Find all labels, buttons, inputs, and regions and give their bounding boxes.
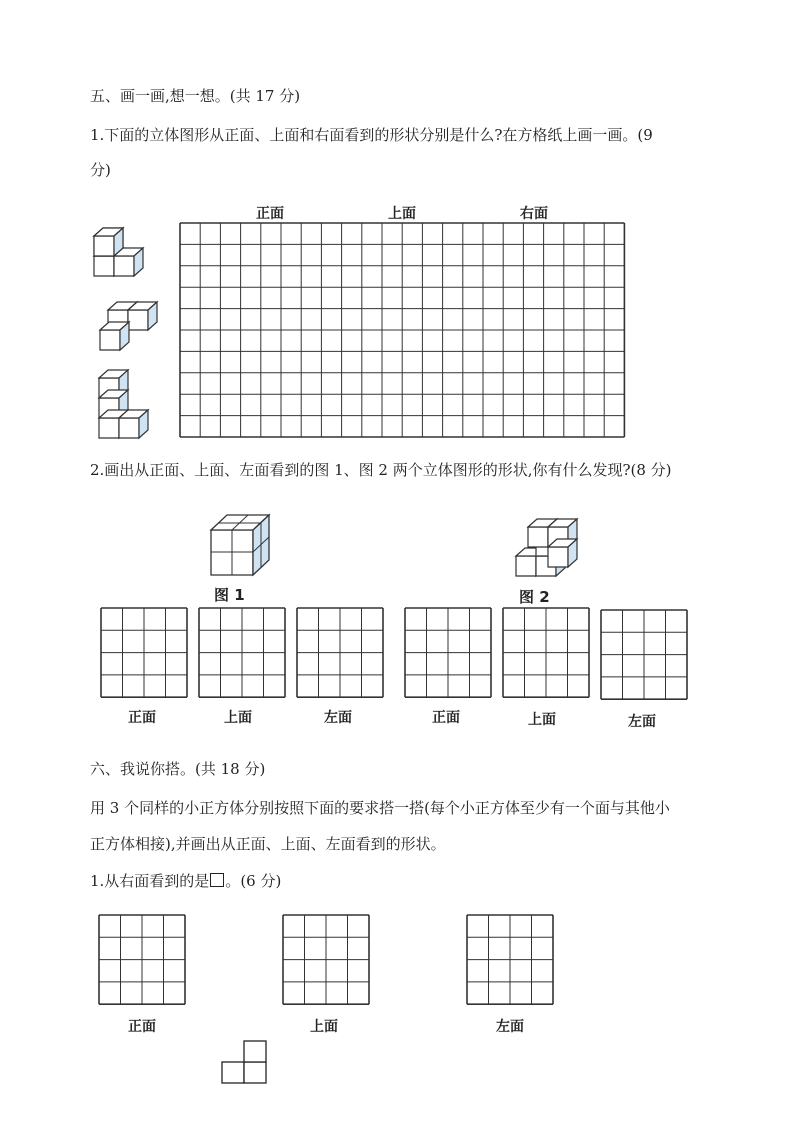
figure1-caption: 图 1 — [214, 586, 245, 604]
view-label-front-1: 正面 — [128, 710, 156, 726]
grid-s6-front[interactable] — [99, 915, 185, 1004]
right-view-shape — [222, 1041, 266, 1083]
grid-fig1-left[interactable] — [297, 608, 383, 697]
question1-prefix: 1.从右面看到的是 — [90, 872, 210, 890]
answer-grids-small[interactable] — [99, 608, 687, 1004]
section6-intro: 用 3 个同样的小正方体分别按照下面的要求搭一搭(每个小正方体至少有一个面与其他小 — [90, 799, 670, 817]
grid-label-front: 正面 — [256, 206, 284, 222]
s6-view-label-left: 左面 — [496, 1019, 524, 1035]
solid-figure-2 — [100, 302, 157, 350]
solid-figure-3 — [99, 370, 148, 438]
question1-text-cont: 分) — [90, 161, 111, 179]
section6-intro-cont: 正方体相接),并画出从正面、上面、左面看到的形状。 — [90, 835, 446, 853]
view-label-left-1: 左面 — [324, 710, 352, 726]
s6-view-label-front: 正面 — [128, 1019, 156, 1035]
s6-view-label-top: 上面 — [310, 1019, 338, 1035]
grid-s6-left[interactable] — [467, 915, 553, 1004]
grid-fig2-top[interactable] — [503, 608, 589, 697]
grid-s6-top[interactable] — [283, 915, 369, 1004]
section6-heading: 六、我说你搭。(共 18 分) — [90, 760, 266, 778]
grid-label-right: 右面 — [520, 206, 548, 222]
figure1-solid — [211, 515, 269, 575]
grid-fig1-top[interactable] — [199, 608, 285, 697]
view-label-front-2: 正面 — [432, 710, 460, 726]
figure2-solid — [516, 519, 577, 576]
view-label-top-1: 上面 — [224, 710, 252, 726]
solid-figure-1 — [94, 228, 143, 276]
grid-fig1-front[interactable] — [101, 608, 187, 697]
question1-suffix: 。(6 分) — [225, 872, 282, 890]
grid-fig2-left[interactable] — [601, 610, 687, 699]
question2-text: 2.画出从正面、上面、左面看到的图 1、图 2 两个立体图形的形状,你有什么发现?(8 分) — [90, 461, 672, 479]
answer-grid-large[interactable] — [180, 223, 624, 437]
view-label-top-2: 上面 — [528, 712, 556, 728]
figure2-caption: 图 2 — [519, 588, 550, 606]
section5-heading: 五、画一画,想一想。(共 17 分) — [90, 87, 301, 105]
grid-label-top: 上面 — [388, 206, 416, 222]
large-grid[interactable] — [180, 223, 624, 437]
question1-text: 1.下面的立体图形从正面、上面和右面看到的形状分别是什么?在方格纸上画一画。(9 — [90, 126, 653, 144]
view-label-left-2: 左面 — [628, 714, 656, 730]
grid-fig2-front[interactable] — [405, 608, 491, 697]
